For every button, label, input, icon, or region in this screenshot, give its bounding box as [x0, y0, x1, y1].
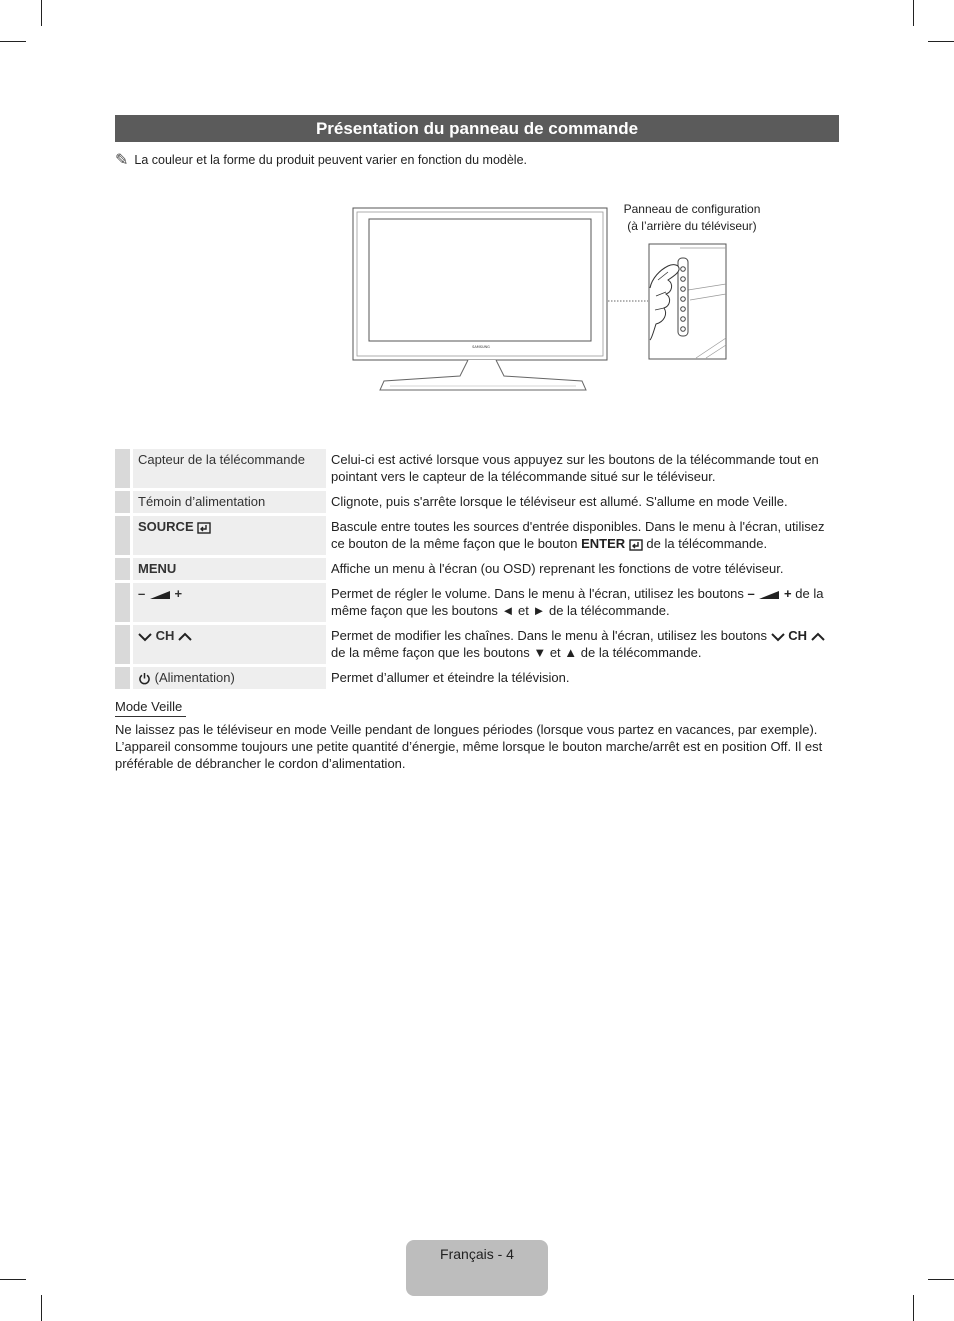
row-marker	[115, 558, 130, 580]
enter-icon	[629, 539, 643, 551]
tv-brand: SAMSUNG	[472, 345, 490, 349]
control-desc	[326, 583, 839, 622]
desc-part: Permet de régler le volume. Dans le menu à l'écran, utilisez les boutons	[331, 586, 744, 601]
table-row	[115, 667, 839, 689]
chevron-up-icon	[811, 632, 825, 642]
controls-table	[115, 446, 839, 692]
table-row	[115, 625, 839, 664]
volume-plus: +	[784, 586, 792, 601]
crop-mark	[0, 41, 26, 42]
control-name: Témoin d’alimentation	[130, 491, 326, 513]
table-row	[115, 583, 839, 622]
volume-minus: –	[138, 586, 146, 601]
section-title: Présentation du panneau de commande	[115, 115, 839, 142]
pencil-icon: ✎	[115, 152, 129, 169]
chevron-up-icon	[178, 632, 192, 642]
source-label: SOURCE	[138, 519, 194, 534]
control-name	[130, 625, 326, 664]
desc-part: de la même façon que les boutons ▼ et ▲ de la télécommande.	[331, 645, 702, 660]
desc-part: de la même façon que les boutons ◄ et ► de la télécommande.	[331, 586, 824, 618]
crop-mark	[0, 1279, 26, 1280]
row-marker	[115, 583, 130, 622]
mode-veille-body: Ne laissez pas le téléviseur en mode Veille pendant de longues périodes (lorsque vous partez en vacances, par exemple). L’appareil consomme toujours une petite quantité d’énergie, même lorsque le bouton marche/arrêt est en position Off. Il est préférable de débrancher le cordon d’alimentation.	[115, 722, 823, 771]
control-desc: Permet d’allumer et éteindre la télévision.	[326, 667, 839, 689]
panel-label-line1: Panneau de configuration	[623, 202, 761, 216]
note	[115, 150, 527, 170]
row-marker	[115, 667, 130, 689]
ch-label: CH	[155, 628, 175, 643]
control-name	[130, 583, 326, 622]
control-name: MENU	[130, 558, 326, 580]
note-text: La couleur et la forme du produit peuvent varier en fonction du modèle.	[134, 153, 528, 167]
control-desc: Affiche un menu à l'écran (ou OSD) reprenant les fonctions de votre téléviseur.	[326, 558, 839, 580]
row-marker	[115, 449, 130, 488]
control-name	[130, 667, 326, 689]
volume-plus: +	[174, 586, 183, 601]
desc-part: Permet de modifier les chaînes. Dans le menu à l'écran, utilisez les boutons	[331, 628, 768, 643]
crop-mark	[928, 1279, 954, 1280]
power-icon	[138, 672, 151, 685]
source-icon	[197, 522, 211, 534]
control-desc: Clignote, puis s'arrête lorsque le téléviseur est allumé. S'allume en mode Veille.	[326, 491, 839, 513]
mode-veille-title: Mode Veille	[115, 699, 186, 717]
enter-label: ENTER	[581, 536, 626, 551]
row-marker	[115, 491, 130, 513]
control-name: Capteur de la télécommande	[130, 449, 326, 488]
panel-label	[612, 201, 772, 235]
page-number: Français - 4	[440, 1246, 514, 1262]
row-marker	[115, 625, 130, 664]
control-desc	[326, 625, 839, 664]
volume-icon	[149, 590, 171, 600]
table-row	[115, 558, 839, 580]
desc-part: de la télécommande.	[646, 536, 768, 551]
chevron-down-icon	[138, 632, 152, 642]
crop-mark	[41, 0, 42, 26]
ch-label: CH	[788, 628, 808, 643]
table-row	[115, 516, 839, 555]
table-row	[115, 449, 839, 488]
control-desc: Celui-ci est activé lorsque vous appuyez sur les boutons de la télécommande tout en pointant vers le capteur de la télécommande situé sur le téléviseur.	[326, 449, 839, 488]
control-name	[130, 516, 326, 555]
crop-mark	[928, 41, 954, 42]
crop-mark	[41, 1295, 42, 1321]
desc-part: Bascule entre toutes les sources d'entrée disponibles. Dans le menu à l'écran, utilisez ce bouton de la même façon que le bouton	[331, 519, 825, 551]
chevron-down-icon	[771, 632, 785, 642]
crop-mark	[913, 1295, 914, 1321]
table-row	[115, 491, 839, 513]
control-desc	[326, 516, 839, 555]
volume-minus: –	[747, 586, 755, 601]
volume-icon	[758, 590, 780, 600]
panel-label-line2: (à l’arrière du téléviseur)	[627, 219, 757, 233]
row-marker	[115, 516, 130, 555]
crop-mark	[913, 0, 914, 26]
power-label: (Alimentation)	[154, 670, 235, 685]
